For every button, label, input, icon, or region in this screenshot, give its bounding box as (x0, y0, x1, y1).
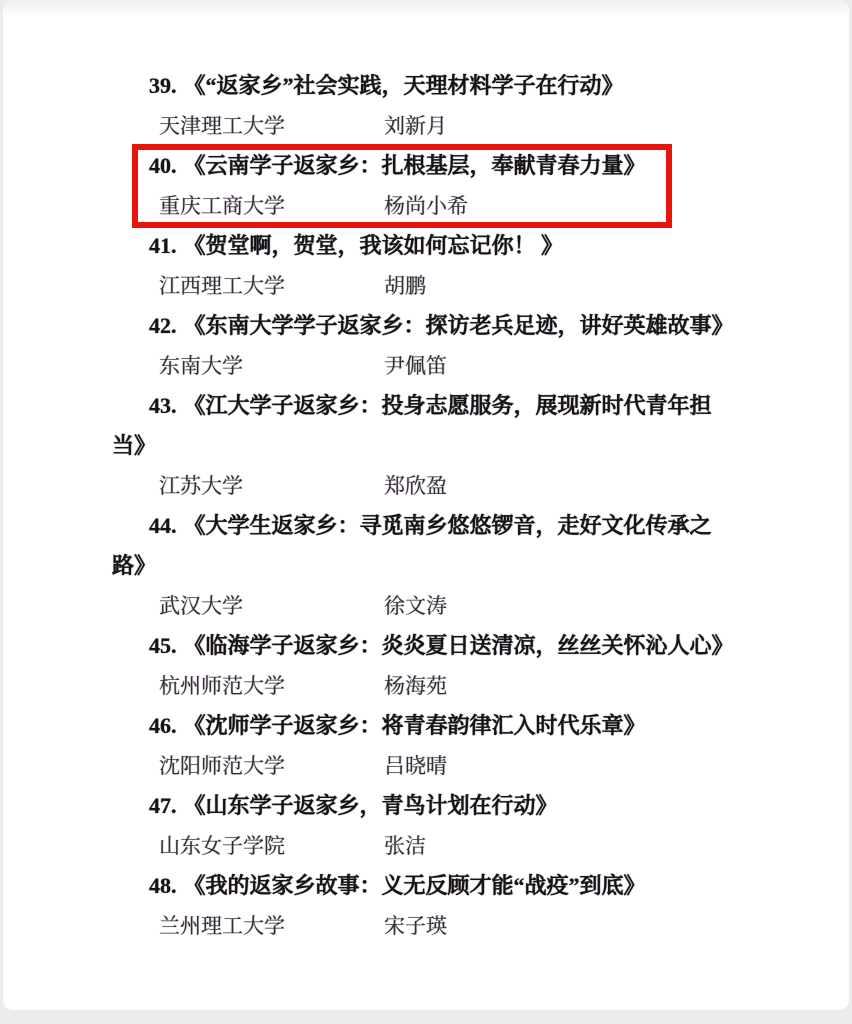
entry-title-text: 《“返家乡”社会实践，天理材料学子在行动》 (183, 73, 624, 98)
entry-number: 39. (149, 73, 177, 98)
school-name: 东南大学 (159, 354, 243, 378)
school-name: 杭州师范大学 (159, 674, 285, 698)
entry-title-text: 《临海学子返家乡：炎炎夏日送清凉，丝丝关怀沁人心》 (183, 633, 734, 658)
entry-title (112, 786, 822, 826)
author-name: 刘新月 (384, 114, 447, 138)
entry-title-text: 《我的返家乡故事：义无反顾才能“战疫”到底》 (183, 873, 646, 898)
school-name: 武汉大学 (159, 594, 243, 618)
school-name: 山东女子学院 (159, 834, 285, 858)
entry-43 (112, 386, 822, 506)
entry-title (112, 66, 822, 106)
author-name: 郑欣盈 (384, 474, 447, 498)
entry-number: 44. (149, 513, 177, 538)
school-author-row (112, 106, 822, 146)
entry-number: 47. (149, 793, 177, 818)
entry-title (112, 146, 822, 186)
entry-45 (112, 626, 822, 706)
entry-48 (112, 866, 822, 946)
entry-title-continuation: 路》 (112, 553, 157, 578)
school-name: 沈阳师范大学 (159, 754, 285, 778)
entry-number: 42. (149, 313, 177, 338)
entry-title (112, 306, 822, 346)
author-name: 胡鹏 (384, 274, 426, 298)
school-author-row (112, 826, 822, 866)
entry-title-text: 《东南大学学子返家乡：探访老兵足迹，讲好英雄故事》 (183, 313, 734, 338)
entry-41 (112, 226, 822, 306)
school-author-row (112, 906, 822, 946)
entry-list (112, 66, 822, 946)
entry-number: 46. (149, 713, 177, 738)
entry-46 (112, 706, 822, 786)
entry-number: 43. (149, 393, 177, 418)
school-author-row (112, 346, 822, 386)
entry-title-text: 《沈师学子返家乡：将青春韵律汇入时代乐章》 (183, 713, 646, 738)
school-name: 江西理工大学 (159, 274, 285, 298)
entry-title (112, 626, 822, 666)
school-name: 重庆工商大学 (159, 194, 285, 218)
document-page (3, 0, 849, 1010)
school-name: 兰州理工大学 (159, 914, 285, 938)
school-author-row (112, 266, 822, 306)
entry-title-text: 《江大学子返家乡：投身志愿服务，展现新时代青年担 (183, 393, 712, 418)
entry-title-text: 《贺堂啊，贺堂，我该如何忘记你！ 》 (183, 233, 564, 258)
author-name: 宋子瑛 (384, 914, 447, 938)
school-author-row (112, 746, 822, 786)
entry-title-text: 《大学生返家乡：寻觅南乡悠悠锣音，走好文化传承之 (183, 513, 712, 538)
author-name: 吕晓晴 (384, 754, 447, 778)
entry-title (112, 386, 822, 426)
entry-number: 48. (149, 873, 177, 898)
entry-title-continuation: 当》 (112, 433, 157, 458)
entry-title (112, 706, 822, 746)
entry-title-text: 《山东学子返家乡，青鸟计划在行动》 (183, 793, 558, 818)
school-author-row (112, 666, 822, 706)
entry-47 (112, 786, 822, 866)
school-author-row (112, 466, 822, 506)
entry-title (112, 226, 822, 266)
entry-title (112, 866, 822, 906)
author-name: 杨尚小希 (384, 194, 468, 218)
entry-42 (112, 306, 822, 386)
author-name: 杨海苑 (384, 674, 447, 698)
entry-title (112, 506, 822, 546)
entry-number: 41. (149, 233, 177, 258)
entry-title-text: 《云南学子返家乡：扎根基层，奉献青春力量》 (183, 153, 646, 178)
author-name: 尹佩笛 (384, 354, 447, 378)
school-name: 天津理工大学 (159, 114, 285, 138)
entry-39 (112, 66, 822, 146)
school-author-row (112, 186, 822, 226)
entry-number: 40. (149, 153, 177, 178)
school-author-row (112, 586, 822, 626)
author-name: 张洁 (384, 834, 426, 858)
entry-44 (112, 506, 822, 626)
author-name: 徐文涛 (384, 594, 447, 618)
entry-number: 45. (149, 633, 177, 658)
entry-40 (112, 146, 822, 226)
school-name: 江苏大学 (159, 474, 243, 498)
